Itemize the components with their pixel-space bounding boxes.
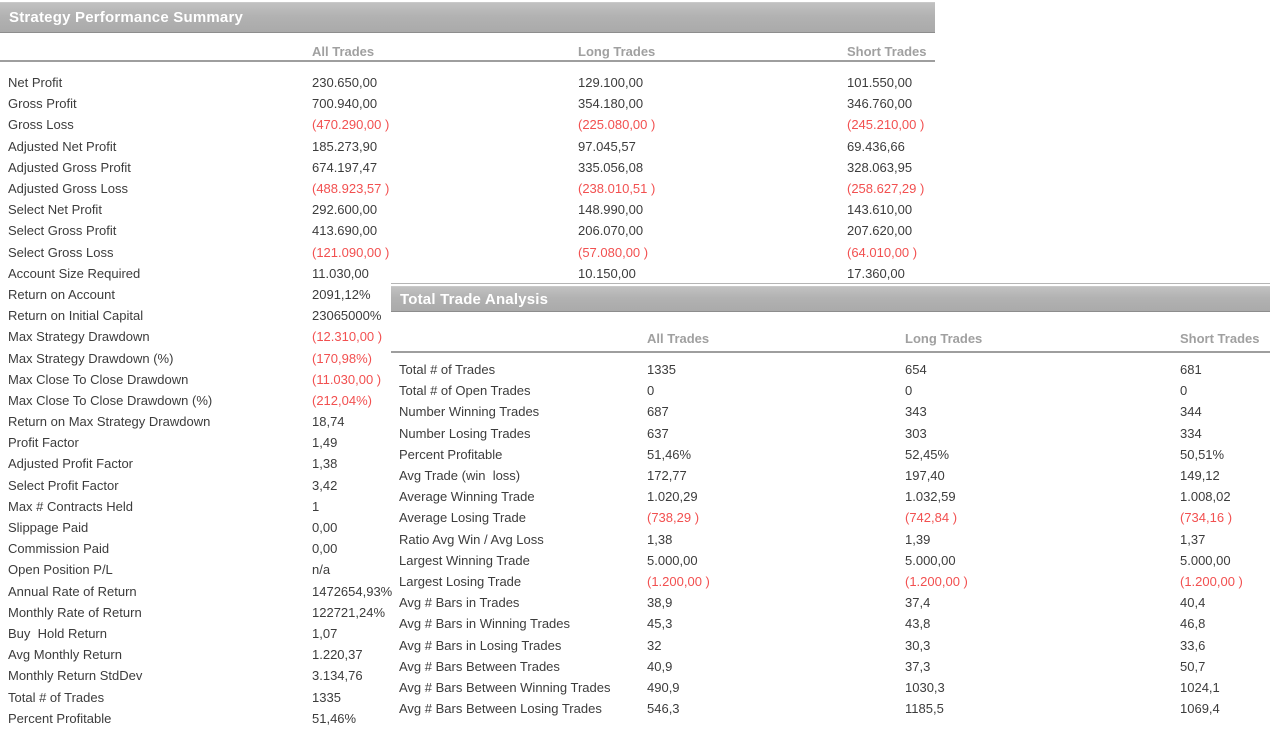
cell-all-trades: 230.650,00 <box>312 75 378 91</box>
row-label: Avg # Bars Between Losing Trades <box>399 701 602 717</box>
row-label: Account Size Required <box>8 265 141 281</box>
cell-all-trades: 413.690,00 <box>312 223 378 239</box>
row-label: Max Strategy Drawdown <box>8 329 150 345</box>
row-label: Avg # Bars in Losing Trades <box>399 637 562 653</box>
column-header-long-trades: Long Trades <box>578 44 656 59</box>
table-row <box>0 178 935 199</box>
row-label: Avg # Bars Between Trades <box>399 658 560 674</box>
table-row <box>0 93 935 114</box>
row-label: Return on Initial Capital <box>8 308 144 324</box>
column-header-all-trades: All Trades <box>312 44 375 59</box>
cell-all-trades: (121.090,00 ) <box>312 244 390 260</box>
row-label: Net Profit <box>8 75 63 91</box>
cell-all-trades: 1,07 <box>312 625 338 641</box>
cell-all-trades: 1335 <box>647 362 676 378</box>
cell-long-trades: 43,8 <box>905 616 931 632</box>
cell-long-trades: (238.010,51 ) <box>578 181 656 197</box>
row-label: Adjusted Gross Profit <box>8 159 131 175</box>
cell-short-trades: (64.010,00 ) <box>847 244 918 260</box>
table-row <box>391 656 1270 677</box>
cell-short-trades: 17.360,00 <box>847 265 905 281</box>
cell-all-trades: 292.600,00 <box>312 202 378 218</box>
row-label: Profit Factor <box>8 435 79 451</box>
table-row <box>391 634 1270 655</box>
cell-all-trades: 11.030,00 <box>312 265 369 281</box>
cell-all-trades: 38,9 <box>647 595 673 611</box>
cell-long-trades: 52,45% <box>905 446 950 462</box>
cell-short-trades: 0 <box>1180 383 1188 399</box>
column-header-short-trades: Short Trades <box>1180 331 1260 346</box>
cell-long-trades: 1.032,59 <box>905 489 956 505</box>
row-label: Avg # Bars in Trades <box>399 595 520 611</box>
cell-all-trades: 40,9 <box>647 658 673 674</box>
cell-all-trades: (488.923,57 ) <box>312 181 390 197</box>
cell-all-trades: 1472654,93% <box>312 583 393 599</box>
cell-long-trades: 30,3 <box>905 637 931 653</box>
row-label: Max Strategy Drawdown (%) <box>8 350 174 366</box>
row-label: Avg # Bars in Winning Trades <box>399 616 571 632</box>
cell-all-trades: 637 <box>647 425 669 441</box>
cell-all-trades: 1335 <box>312 689 341 705</box>
cell-short-trades: 143.610,00 <box>847 202 913 218</box>
cell-short-trades: 328.063,95 <box>847 159 913 175</box>
row-label: Adjusted Net Profit <box>8 138 117 154</box>
cell-short-trades: 344 <box>1180 404 1202 420</box>
row-label: Total # of Trades <box>8 689 105 705</box>
cell-short-trades: 346.760,00 <box>847 96 913 112</box>
cell-long-trades: 10.150,00 <box>578 265 636 281</box>
cell-short-trades: 46,8 <box>1180 616 1206 632</box>
table-row <box>0 263 935 284</box>
table-row <box>0 242 935 263</box>
row-label: Adjusted Gross Loss <box>8 181 128 197</box>
table-row <box>391 698 1270 719</box>
cell-all-trades: 1.220,37 <box>312 647 363 663</box>
row-label: Ratio Avg Win / Avg Loss <box>399 531 544 547</box>
cell-all-trades: 23065000% <box>312 308 382 324</box>
row-label: Largest Losing Trade <box>399 573 522 589</box>
cell-short-trades: (245.210,00 ) <box>847 117 925 133</box>
cell-long-trades: 354.180,00 <box>578 96 644 112</box>
row-label: Avg # Bars Between Winning Trades <box>399 679 611 695</box>
table-row <box>0 199 935 220</box>
cell-short-trades: 681 <box>1180 362 1202 378</box>
cell-short-trades: (258.627,29 ) <box>847 181 925 197</box>
cell-long-trades: 97.045,57 <box>578 138 636 154</box>
cell-short-trades: 5.000,00 <box>1180 552 1231 568</box>
row-label: Commission Paid <box>8 541 110 557</box>
cell-long-trades: 1,39 <box>905 531 931 547</box>
cell-all-trades: 3.134,76 <box>312 668 363 684</box>
cell-short-trades: 149,12 <box>1180 468 1220 484</box>
row-label: Avg Monthly Return <box>8 647 122 663</box>
table-row <box>391 550 1270 571</box>
table-row <box>391 677 1270 698</box>
table-row <box>391 592 1270 613</box>
table-row <box>391 613 1270 634</box>
row-label: Monthly Rate of Return <box>8 604 142 620</box>
table-row <box>391 401 1270 422</box>
cell-short-trades: 33,6 <box>1180 637 1206 653</box>
table-row <box>391 423 1270 444</box>
cell-long-trades: (742,84 ) <box>905 510 958 526</box>
table-row <box>391 359 1270 380</box>
cell-all-trades: 5.000,00 <box>647 552 698 568</box>
row-label: Total # of Open Trades <box>399 383 531 399</box>
row-label: Adjusted Profit Factor <box>8 456 133 472</box>
cell-short-trades: 1.008,02 <box>1180 489 1231 505</box>
cell-all-trades: 490,9 <box>647 679 680 695</box>
cell-long-trades: (225.080,00 ) <box>578 117 656 133</box>
cell-long-trades: 37,3 <box>905 658 931 674</box>
row-label: Number Losing Trades <box>399 425 531 441</box>
table-row <box>391 507 1270 528</box>
table-row <box>391 380 1270 401</box>
cell-all-trades: 0 <box>647 383 655 399</box>
cell-all-trades: 3,42 <box>312 477 338 493</box>
cell-all-trades: 51,46% <box>312 710 357 726</box>
row-label: Select Gross Loss <box>8 244 114 260</box>
header-divider <box>391 351 1270 353</box>
row-label: Total # of Trades <box>399 362 496 378</box>
cell-all-trades: (11.030,00 ) <box>312 371 382 387</box>
cell-all-trades: 546,3 <box>647 701 680 717</box>
cell-short-trades: 1069,4 <box>1180 701 1220 717</box>
row-label: Percent Profitable <box>8 710 112 726</box>
cell-all-trades: 0,00 <box>312 520 338 536</box>
cell-long-trades: 303 <box>905 425 927 441</box>
row-label: Avg Trade (win loss) <box>399 468 521 484</box>
cell-all-trades: (12.310,00 ) <box>312 329 383 345</box>
row-label: Max Close To Close Drawdown <box>8 371 189 387</box>
row-label: Max # Contracts Held <box>8 498 133 514</box>
cell-all-trades: 18,74 <box>312 414 345 430</box>
total-trade-analysis-rows <box>391 359 1270 719</box>
column-header-row <box>0 44 935 60</box>
row-label: Largest Winning Trade <box>399 552 530 568</box>
cell-long-trades: (57.080,00 ) <box>578 244 649 260</box>
row-label: Gross Profit <box>8 96 77 112</box>
cell-long-trades: 335.056,08 <box>578 159 644 175</box>
column-header-all-trades: All Trades <box>647 331 710 346</box>
table-row <box>0 114 935 135</box>
row-label: Annual Rate of Return <box>8 583 137 599</box>
cell-long-trades: (1.200,00 ) <box>905 573 968 589</box>
table-row <box>391 529 1270 550</box>
row-label: Percent Profitable <box>399 446 503 462</box>
cell-all-trades: 32 <box>647 637 662 653</box>
cell-short-trades: 101.550,00 <box>847 75 913 91</box>
row-label: Open Position P/L <box>8 562 113 578</box>
row-label: Return on Account <box>8 286 115 302</box>
cell-short-trades: 1,37 <box>1180 531 1206 547</box>
cell-short-trades: (734,16 ) <box>1180 510 1233 526</box>
cell-all-trades: 1 <box>312 498 320 514</box>
cell-all-trades: 2091,12% <box>312 286 371 302</box>
cell-short-trades: 207.620,00 <box>847 223 913 239</box>
cell-short-trades: 40,4 <box>1180 595 1206 611</box>
cell-all-trades: 0,00 <box>312 541 338 557</box>
cell-long-trades: 197,40 <box>905 468 945 484</box>
row-label: Select Gross Profit <box>8 223 117 239</box>
cell-all-trades: 45,3 <box>647 616 673 632</box>
table-row <box>391 571 1270 592</box>
section-title: Total Trade Analysis <box>400 290 549 308</box>
cell-long-trades: 148.990,00 <box>578 202 644 218</box>
table-row <box>0 157 935 178</box>
cell-long-trades: 654 <box>905 362 927 378</box>
section-title: Strategy Performance Summary <box>9 9 244 26</box>
table-row <box>0 136 935 157</box>
cell-all-trades: 1,38 <box>647 531 673 547</box>
cell-all-trades: 1.020,29 <box>647 489 698 505</box>
row-label: Gross Loss <box>8 117 74 133</box>
cell-all-trades: n/a <box>312 562 331 578</box>
row-label: Slippage Paid <box>8 520 89 536</box>
cell-all-trades: 122721,24% <box>312 604 386 620</box>
cell-all-trades: 1,49 <box>312 435 338 451</box>
cell-all-trades: (738,29 ) <box>647 510 700 526</box>
cell-short-trades: 50,51% <box>1180 446 1225 462</box>
table-row <box>391 486 1270 507</box>
cell-short-trades: 334 <box>1180 425 1202 441</box>
table-row <box>0 72 935 93</box>
cell-long-trades: 206.070,00 <box>578 223 644 239</box>
section-header-strategy-performance-summary <box>0 2 935 33</box>
table-row <box>391 444 1270 465</box>
cell-long-trades: 129.100,00 <box>578 75 644 91</box>
section-top-line <box>391 283 1270 284</box>
row-label: Max Close To Close Drawdown (%) <box>8 392 213 408</box>
cell-short-trades: 69.436,66 <box>847 138 905 154</box>
cell-long-trades: 343 <box>905 404 927 420</box>
cell-short-trades: (1.200,00 ) <box>1180 573 1243 589</box>
cell-long-trades: 1185,5 <box>905 701 944 717</box>
table-row <box>391 465 1270 486</box>
cell-all-trades: (470.290,00 ) <box>312 117 390 133</box>
cell-all-trades: 700.940,00 <box>312 96 378 112</box>
cell-all-trades: 1,38 <box>312 456 338 472</box>
column-header-row <box>391 331 1270 347</box>
cell-long-trades: 37,4 <box>905 595 931 611</box>
row-label: Average Winning Trade <box>399 489 535 505</box>
row-label: Select Net Profit <box>8 202 102 218</box>
cell-long-trades: 0 <box>905 383 913 399</box>
section-header-total-trade-analysis <box>391 286 1270 312</box>
row-label: Number Winning Trades <box>399 404 540 420</box>
cell-long-trades: 5.000,00 <box>905 552 956 568</box>
cell-all-trades: 51,46% <box>647 446 692 462</box>
cell-long-trades: 1030,3 <box>905 679 945 695</box>
cell-all-trades: 185.273,90 <box>312 138 378 154</box>
cell-all-trades: 674.197,47 <box>312 159 378 175</box>
cell-all-trades: (212,04%) <box>312 392 372 408</box>
cell-short-trades: 50,7 <box>1180 658 1206 674</box>
cell-all-trades: (1.200,00 ) <box>647 573 710 589</box>
row-label: Select Profit Factor <box>8 477 119 493</box>
table-row <box>0 220 935 241</box>
column-header-long-trades: Long Trades <box>905 331 983 346</box>
column-header-short-trades: Short Trades <box>847 44 927 59</box>
row-label: Buy Hold Return <box>8 625 107 641</box>
cell-all-trades: 687 <box>647 404 669 420</box>
row-label: Monthly Return StdDev <box>8 668 143 684</box>
header-divider <box>0 60 935 62</box>
cell-all-trades: (170,98%) <box>312 350 372 366</box>
row-label: Return on Max Strategy Drawdown <box>8 414 211 430</box>
row-label: Average Losing Trade <box>399 510 526 526</box>
cell-all-trades: 172,77 <box>647 468 687 484</box>
cell-short-trades: 1024,1 <box>1180 679 1220 695</box>
